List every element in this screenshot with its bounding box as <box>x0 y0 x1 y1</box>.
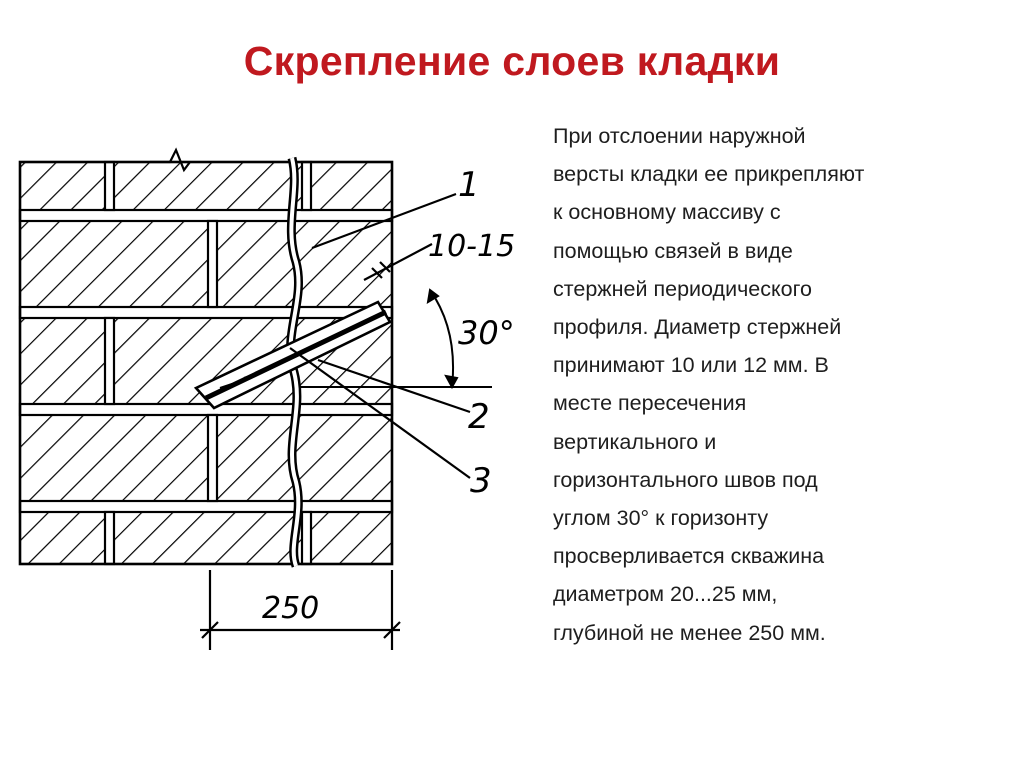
slide-title: Скрепление слоев кладки <box>243 38 781 84</box>
callout-gap: 10-15 <box>428 229 516 264</box>
dimension-label: 250 <box>262 591 320 626</box>
slide-description: При отслоении наружной версты кладки ее прикрепляют к основному массиву с помощью связей в виде стержней периодического профиля. Диаметр стержней принимают 10 или 12 мм. В месте пересечения вертикального и горизонтального швов под углом 30° к горизонту просверливается скважина диаметром 20...25 мм, глубиной не менее 250 мм. <box>553 124 865 645</box>
callout-1: 1 <box>458 165 480 205</box>
callout-angle: 30° <box>458 314 515 352</box>
brick-wall <box>20 150 392 566</box>
masonry-tie-diagram <box>0 140 540 660</box>
callout-2: 2 <box>468 397 490 437</box>
callout-3: 3 <box>470 461 492 501</box>
